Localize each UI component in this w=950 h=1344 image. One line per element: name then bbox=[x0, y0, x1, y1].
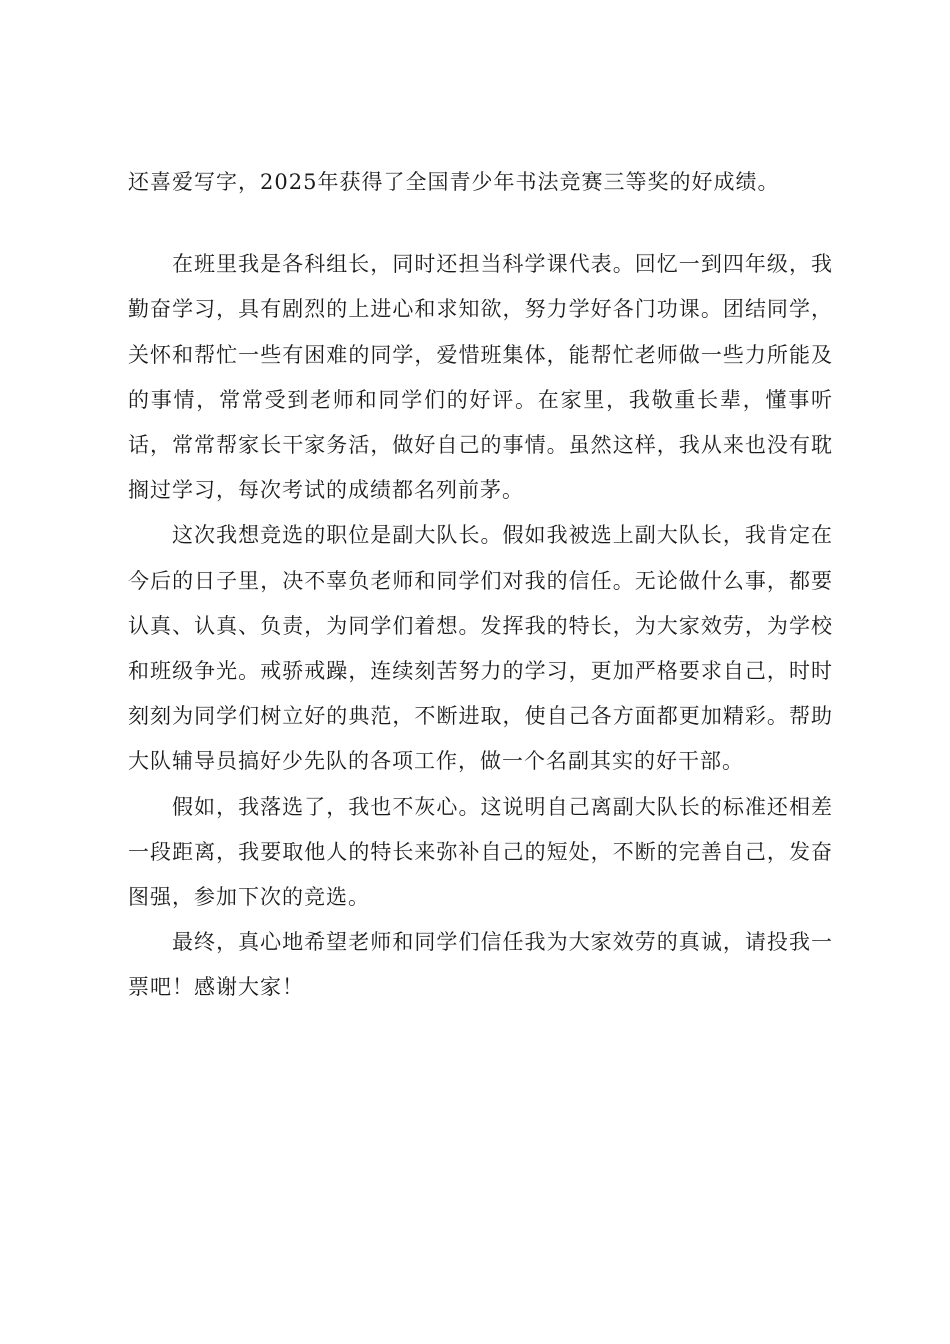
paragraph-continuation: 还喜爱写字，2025年获得了全国青少年书法竞赛三等奖的好成绩。 bbox=[128, 170, 780, 194]
paragraph-closing: 最终，真心地希望老师和同学们信任我为大家效劳的真诚，请投我一票吧！感谢大家！ bbox=[128, 930, 833, 1000]
document-body bbox=[128, 160, 833, 1011]
paragraph-if-lose: 假如，我落选了，我也不灰心。这说明自己离副大队长的标准还相差一段距离，我要取他人的特长来弥补自己的短处，不断的完善自己，发奋图强，参加下次的竞选。 bbox=[128, 794, 833, 910]
paragraph-election-goal: 这次我想竞选的职位是副大队长。假如我被选上副大队长，我肯定在今后的日子里，决不辜负老师和同学们对我的信任。无论做什么事，都要认真、认真、负责，为同学们着想。发挥我的特长，为大家效劳，为学校和班级争光。戒骄戒躁，连续刻苦努力的学习，更加严格要求自己，时时刻刻为同学们树立好的典范，不断进取，使自己各方面都更加精彩。帮助大队辅导员搞好少先队的各项工作，做一个名副其实的好干部。 bbox=[128, 523, 833, 774]
paragraph-class-roles: 在班里我是各科组长，同时还担当科学课代表。回忆一到四年级，我勤奋学习，具有剧烈的上进心和求知欲，努力学好各门功课。团结同学，关怀和帮忙一些有困难的同学，爱惜班集体，能帮忙老师做一些力所能及的事情，常常受到老师和同学们的好评。在家里，我敬重长辈，懂事听话，常常帮家长干家务活，做好自己的事情。虽然这样，我从来也没有耽搁过学习，每次考试的成绩都名列前茅。 bbox=[128, 252, 833, 503]
